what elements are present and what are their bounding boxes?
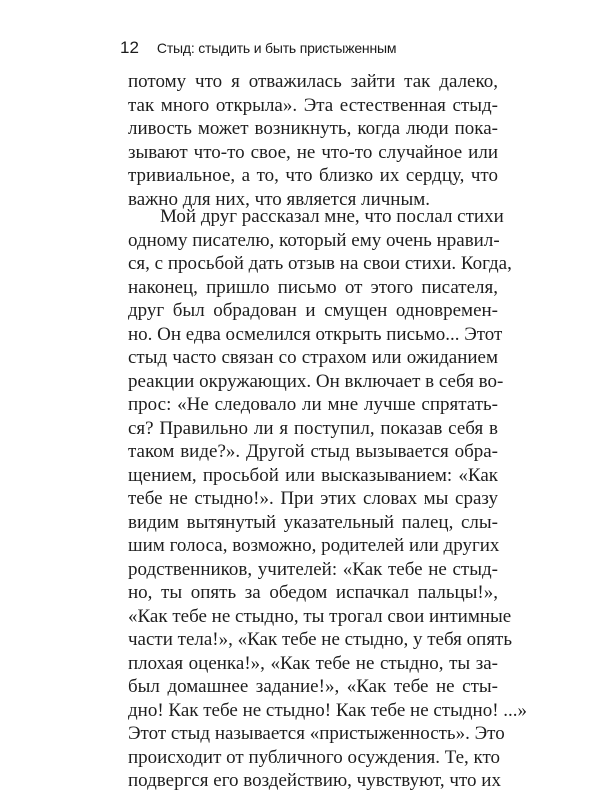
text-line: плохая оценка!», «Как тебе не стыдно, ты за- (128, 652, 498, 674)
page-number: 12 (120, 38, 139, 57)
text-line: щением, просьбой или высказыванием: «Как (128, 464, 498, 486)
page-header (120, 38, 396, 64)
text-line: прос: «Не следовало ли мне лучше спрятать- (128, 394, 498, 415)
text-line: таком виде?». Другой стыд вызывается обра- (128, 441, 498, 462)
text-line: дно! Как тебе не стыдно! Как тебе не стыдно! ...» (128, 699, 528, 721)
text-line: друг был обрадован и смущен одновремен- (128, 300, 498, 321)
text-line: но, ты опять за обедом испачкал пальцы!», (128, 582, 498, 603)
text-line: шим голоса, возможно, родителей или других (128, 535, 500, 556)
text-line: ливость может возникнуть, когда люди пока- (128, 118, 498, 139)
paragraph-1 (128, 70, 498, 211)
text-line: Этот стыд называется «пристыженность». Это (128, 723, 505, 744)
text-line: так много открыла». Эта естественная стыд- (128, 94, 498, 116)
text-line: наконец, пришло письмо от этого писателя, (128, 276, 498, 298)
text-line: «Как тебе не стыдно, ты трогал свои интимные (128, 605, 512, 627)
text-line: происходит от публичного осуждения. Те, кто (128, 746, 501, 768)
text-line: одному писателю, который ему очень нравил- (128, 229, 500, 251)
text-line: важно для них, что является личным. (128, 188, 431, 210)
text-line: реакции окружающих. Он включает в себя во- (128, 370, 504, 392)
text-line: ся? Правильно ли я поступил, показав себя в (128, 417, 498, 439)
text-line: части тела!», «Как тебе не стыдно, у тебя опять (128, 629, 513, 650)
text-line: тебе не стыдно!». При этих словах мы сразу (128, 488, 498, 509)
text-line: зывают что-то свое, не что-то случайное или (128, 141, 498, 163)
text-line: потому что я отважилась зайти так далеко, (128, 71, 498, 92)
text-line: родственников, учителей: «Как тебе не стыд- (128, 558, 498, 580)
text-line: видим вытянутый указательный палец, слы- (128, 511, 498, 533)
text-line: тривиальное, а то, что близко их сердцу, что (128, 165, 498, 186)
running-title: Стыд: стыдить и быть пристыженным (156, 40, 397, 56)
text-line: был домашнее задание!», «Как тебе не сты- (128, 676, 498, 697)
text-line: Мой друг рассказал мне, что послал стихи (160, 206, 504, 227)
text-line: стыд часто связан со страхом или ожиданием (128, 347, 498, 368)
text-line: подвергся его воздействию, чувствуют, что их (128, 770, 501, 791)
text-line: ся, с просьбой дать отзыв на свои стихи. Когда, (128, 253, 512, 274)
paragraph-2 (128, 205, 528, 793)
text-line: но. Он едва осмелился открыть письмо... Этот (128, 323, 503, 345)
